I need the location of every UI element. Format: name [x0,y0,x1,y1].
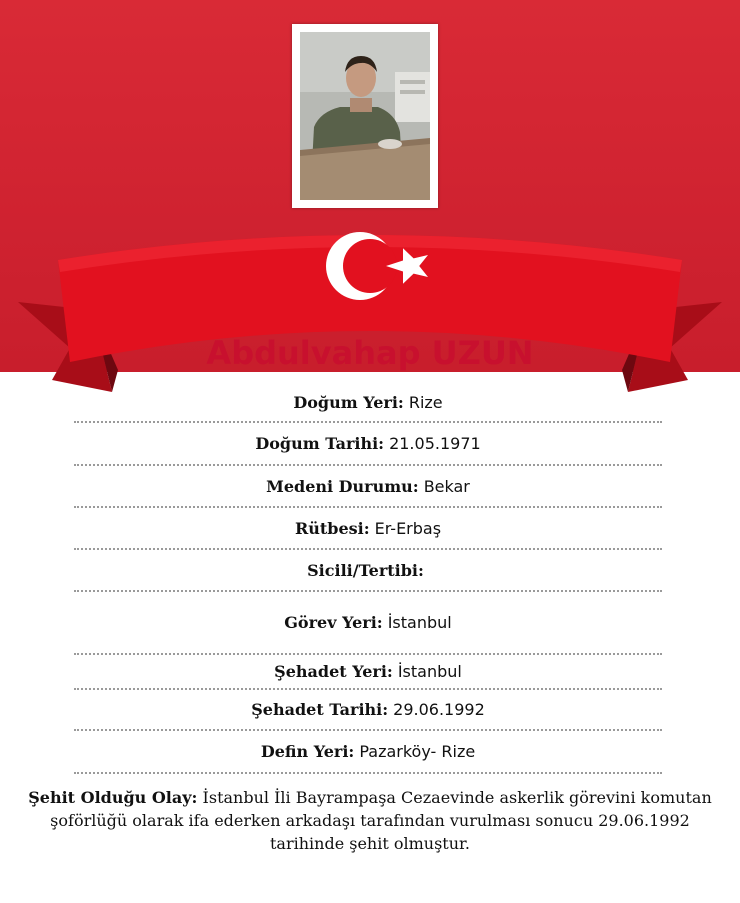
detail-row-marital-status [74,466,662,508]
detail-value: Er-Erbaş [374,518,442,538]
martyrdom-event [24,786,716,855]
detail-row-duty-place [74,592,662,655]
detail-label: Sicili/Tertibi: [307,560,424,580]
detail-row-rank [74,508,662,550]
detail-row-burial-place [74,731,662,774]
photo-frame [292,24,438,208]
detail-label: Görev Yeri: [284,613,383,632]
detail-label: Doğum Tarihi: [255,434,385,453]
detail-value: 21.05.1971 [389,434,481,453]
detail-label: Rütbesi: [294,518,370,538]
soldier-name: Abdulvahap UZUN [206,334,534,372]
detail-label: Şehadet Tarihi: [251,700,389,719]
event-text: İstanbul İli Bayrampaşa Cezaevinde askerlik görevini komutan şoförlüğü olarak ifa ederken arkadaşı tarafından vurulması sonucu 29.06.1992 tarihinde şehit olmuştur. [50,788,712,853]
details-list [74,384,662,774]
detail-value: İstanbul [387,613,452,632]
detail-row-martyrdom-place [74,655,662,690]
flag-ribbon [0,220,740,410]
detail-label: Defin Yeri: [260,742,355,761]
detail-value: Bekar [423,476,470,496]
detail-label: Medeni Durumu: [266,476,419,496]
soldier-portrait-photo [300,32,430,200]
detail-row-martyrdom-date [74,690,662,731]
detail-label: Şehadet Yeri: [274,662,393,681]
detail-value: 29.06.1992 [393,700,485,719]
event-label: Şehit Olduğu Olay: [28,788,198,807]
detail-row-registry [74,550,662,592]
detail-label: Doğum Yeri: [293,393,404,412]
detail-value: Pazarköy- Rize [359,742,476,761]
detail-row-birthdate [74,423,662,466]
detail-value: Rize [408,393,443,412]
detail-value: İstanbul [397,662,462,681]
detail-row-birthplace [74,384,662,423]
